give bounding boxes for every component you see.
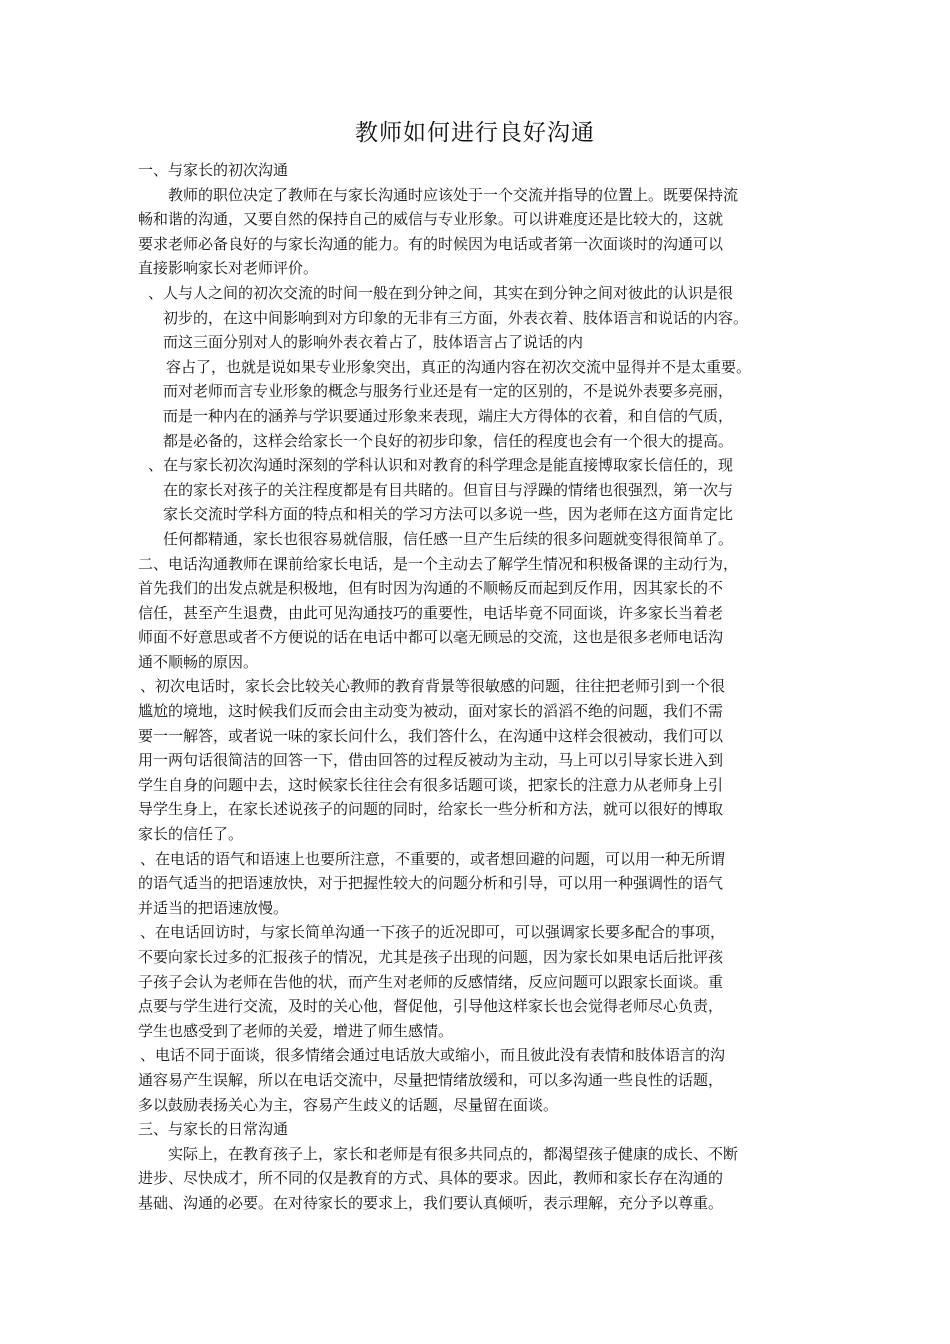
list-item-line: 通容易产生误解，所以在电话交流中，尽量把情绪放缓和，可以多沟通一些良性的话题， [138, 1070, 724, 1089]
list-item-line: 而这三面分别对人的影响外表衣着占了，肢体语言占了说话的内 [163, 333, 584, 352]
list-item-line: 点要与学生进行交流，及时的关心他，督促他，引导他这样家长也会觉得老师尽心负责， [138, 997, 724, 1016]
list-item-line: 任何都精通，家长也很容易就信服，信任感一旦产生后续的很多问题就变得很简单了。 [163, 529, 734, 548]
list-item-line: 的语气适当的把语速放快，对于把握性较大的问题分析和引导，可以用一种强调性的语气 [138, 874, 724, 893]
list-item-line: 、人与人之间的初次交流的时间一般在到分钟之间，其实在到分钟之间对彼此的认识是很 [148, 283, 734, 302]
list-item-line: 、在与家长初次沟通时深刻的学科认识和对教育的科学理念是能直接博取家长信任的，现 [148, 456, 734, 475]
list-item-line: 并适当的把语速放慢。 [138, 898, 289, 917]
paragraph-line: 要求老师必备良好的与家长沟通的能力。有的时候因为电话或者第一次面谈时的沟通可以 [138, 234, 724, 253]
list-item-line: 家长交流时学科方面的特点和相关的学习方法可以多说一些，因为老师在这方面肯定比 [163, 505, 734, 524]
list-item-line: 用一两句话很简洁的回答一下，借由回答的过程反被动为主动，马上可以引导家长进入到 [138, 751, 724, 770]
paragraph-line: 进步、尽快成才，所不同的仅是教育的方式、具体的要求。因此，教师和家长存在沟通的 [138, 1169, 724, 1188]
list-item-line: 而是一种内在的涵养与学识要通过形象来表现，端庄大方得体的衣着，和自信的气质， [163, 406, 734, 425]
list-item-line: 、在电话的语气和语速上也要所注意，不重要的，或者想回避的问题，可以用一种无所谓 [140, 849, 726, 868]
list-item-line: 而对老师而言专业形象的概念与服务行业还是有一定的区别的，不是说外表要多亮丽， [163, 382, 734, 401]
paragraph-line: 直接影响家长对老师评价。 [138, 259, 319, 278]
document-body [138, 158, 828, 1216]
list-item-line: 要一一解答，或者说一味的家长问什么，我们答什么，在沟通中这样会很被动，我们可以 [138, 726, 724, 745]
paragraph-line: 师面不好意思或者不方便说的话在电话中都可以毫无顾忌的交流，这也是很多老师电话沟 [138, 628, 724, 647]
paragraph-line: 教师的职位决定了教师在与家长沟通时应该处于一个交流并指导的位置上。既要保持流 [168, 185, 739, 204]
list-item-line: 、在电话回访时，与家长简单沟通一下孩子的近况即可，可以强调家长要多配合的事项， [140, 923, 726, 942]
list-item-line: 在的家长对孩子的关注程度都是有目共睹的。但盲目与浮躁的情绪也很强烈，第一次与 [163, 480, 734, 499]
list-item-line: 导学生身上，在家长述说孩子的问题的同时，给家长一些分析和方法，就可以很好的博取 [138, 800, 724, 819]
paragraph-line: 实际上，在教育孩子上，家长和老师是有很多共同点的，都渴望孩子健康的成长、不断 [168, 1144, 739, 1163]
list-item-line: 子孩子会认为老师在告他的状，而产生对老师的反感情绪，反应问题可以跟家长面谈。重 [138, 972, 724, 991]
list-item-line: 学生也感受到了老师的关爱，增进了师生感情。 [138, 1021, 454, 1040]
paragraph-line: 通不顺畅的原因。 [138, 652, 259, 671]
paragraph-line: 信任，甚至产生退费，由此可见沟通技巧的重要性，电话毕竟不同面谈，许多家长当着老 [138, 603, 724, 622]
list-item-line: 初步的，在这中间影响到对方印象的无非有三方面，外表衣着、肢体语言和说话的内容。 [163, 308, 749, 327]
list-item-line: 不要向家长过多的汇报孩子的情况，尤其是孩子出现的问题，因为家长如果电话后批评孩 [138, 948, 724, 966]
paragraph-line: 首先我们的出发点就是积极地，但有时因为沟通的不顺畅反而起到反作用，因其家长的不 [138, 579, 724, 598]
list-item-line: 家长的信任了。 [138, 825, 244, 844]
list-item-line: 学生自身的问题中去，这时候家长往往会有很多话题可谈，把家长的注意力从老师身上引 [138, 775, 724, 794]
list-item-line: 、电话不同于面谈，很多情绪会通过电话放大或缩小，而且彼此没有表情和肢体语言的沟 [140, 1046, 726, 1065]
list-item-line: 尴尬的境地，这时候我们反而会由主动变为被动，面对家长的滔滔不绝的问题，我们不需 [138, 702, 724, 721]
list-item-line: 多以鼓励表扬关心为主，容易产生歧义的话题，尽量留在面谈。 [138, 1095, 559, 1114]
list-item-line: 容占了，也就是说如果专业形象突出，真正的沟通内容在初次交流中显得并不是太重要。 [166, 357, 752, 376]
paragraph-line: 畅和谐的沟通，又要自然的保持自己的威信与专业形象。可以讲难度还是比较大的，这就 [138, 210, 724, 229]
list-item-line: 、初次电话时，家长会比较关心教师的教育背景等很敏感的问题，往往把老师引到一个很 [140, 677, 726, 696]
section-heading-3: 三、与家长的日常沟通 [138, 1120, 289, 1139]
list-item-line: 都是必备的，这样会给家长一个良好的初步印象，信任的程度也会有一个很大的提高。 [163, 431, 734, 450]
section-heading-2: 二、电话沟通教师在课前给家长电话，是一个主动去了解学生情况和积极备课的主动行为， [138, 554, 739, 573]
paragraph-line: 基础、沟通的必要。在对待家长的要求上，我们要认真倾听，表示理解，充分予以尊重。 [138, 1193, 724, 1212]
section-heading-1: 一、与家长的初次沟通 [138, 161, 289, 179]
document-title: 教师如何进行良好沟通 [355, 120, 595, 146]
